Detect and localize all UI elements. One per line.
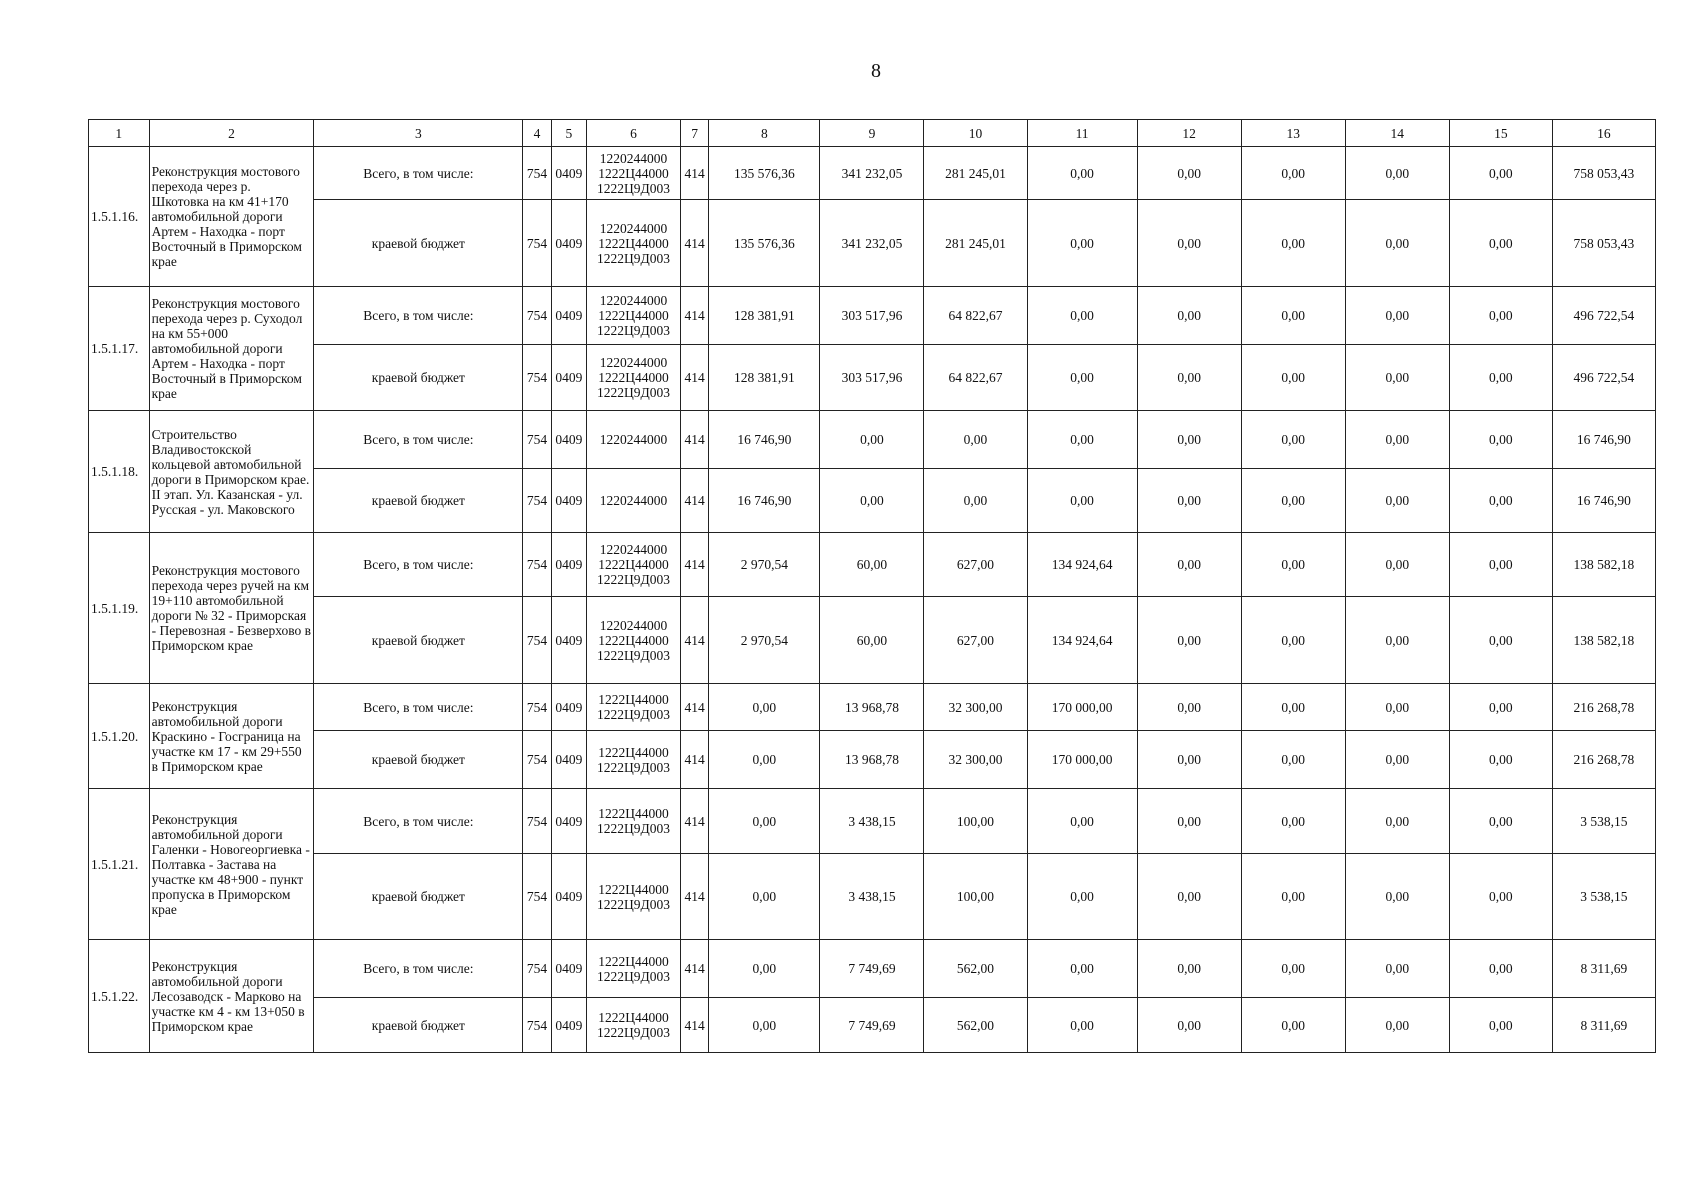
header-cell: 9 [820, 120, 924, 147]
value-col10: 281 245,01 [924, 147, 1027, 200]
value-col8: 0,00 [709, 731, 820, 789]
header-cell: 3 [314, 120, 523, 147]
value-col16: 16 746,90 [1552, 469, 1655, 533]
value-col12: 0,00 [1137, 287, 1241, 345]
value-col12: 0,00 [1137, 411, 1241, 469]
funding-source: краевой бюджет [314, 469, 523, 533]
value-col13: 0,00 [1241, 533, 1345, 597]
value-col9: 303 517,96 [820, 287, 924, 345]
header-cell: 12 [1137, 120, 1241, 147]
value-col15: 0,00 [1449, 469, 1552, 533]
value-col13: 0,00 [1241, 789, 1345, 854]
value-col11: 134 924,64 [1027, 533, 1137, 597]
value-col13: 0,00 [1241, 854, 1345, 940]
header-cell: 10 [924, 120, 1027, 147]
value-col10: 0,00 [924, 411, 1027, 469]
value-col12: 0,00 [1137, 789, 1241, 854]
code-col4: 754 [523, 345, 551, 411]
value-col13: 0,00 [1241, 940, 1345, 998]
code-col4: 754 [523, 533, 551, 597]
code-col7: 414 [681, 789, 709, 854]
table-row [89, 469, 1656, 533]
value-col10: 562,00 [924, 940, 1027, 998]
value-col16: 216 268,78 [1552, 684, 1655, 731]
code-col7: 414 [681, 411, 709, 469]
value-col13: 0,00 [1241, 345, 1345, 411]
value-col13: 0,00 [1241, 731, 1345, 789]
funding-source: краевой бюджет [314, 731, 523, 789]
code-col6: 1222Ц44000 1222Ц9Д003 [587, 854, 681, 940]
value-col11: 0,00 [1027, 147, 1137, 200]
value-col13: 0,00 [1241, 998, 1345, 1053]
header-cell: 11 [1027, 120, 1137, 147]
value-col15: 0,00 [1449, 597, 1552, 684]
code-col5: 0409 [551, 854, 586, 940]
value-col15: 0,00 [1449, 789, 1552, 854]
funding-source: Всего, в том числе: [314, 147, 523, 200]
value-col10: 32 300,00 [924, 731, 1027, 789]
funding-source: Всего, в том числе: [314, 789, 523, 854]
value-col16: 3 538,15 [1552, 854, 1655, 940]
value-col10: 627,00 [924, 533, 1027, 597]
code-col6: 1220244000 1222Ц44000 1222Ц9Д003 [587, 200, 681, 287]
value-col8: 135 576,36 [709, 200, 820, 287]
value-col11: 170 000,00 [1027, 731, 1137, 789]
value-col9: 303 517,96 [820, 345, 924, 411]
code-col4: 754 [523, 731, 551, 789]
funding-source: Всего, в том числе: [314, 287, 523, 345]
header-cell: 14 [1345, 120, 1449, 147]
row-name: Строительство Владивостокской кольцевой автомобильной дороги в Приморском крае. II этап. Ул. Казанская - ул. Русская - ул. Маковского [149, 411, 314, 533]
value-col12: 0,00 [1137, 597, 1241, 684]
code-col6: 1220244000 1222Ц44000 1222Ц9Д003 [587, 147, 681, 200]
value-col11: 0,00 [1027, 411, 1137, 469]
value-col16: 496 722,54 [1552, 345, 1655, 411]
table-row [89, 998, 1656, 1053]
value-col16: 16 746,90 [1552, 411, 1655, 469]
code-col4: 754 [523, 789, 551, 854]
table-row [89, 940, 1656, 998]
code-col7: 414 [681, 731, 709, 789]
code-col5: 0409 [551, 684, 586, 731]
value-col16: 138 582,18 [1552, 597, 1655, 684]
code-col5: 0409 [551, 287, 586, 345]
value-col12: 0,00 [1137, 200, 1241, 287]
value-col12: 0,00 [1137, 469, 1241, 533]
code-col6: 1220244000 [587, 411, 681, 469]
code-col4: 754 [523, 147, 551, 200]
funding-source: Всего, в том числе: [314, 940, 523, 998]
value-col16: 758 053,43 [1552, 200, 1655, 287]
row-name: Реконструкция мостового перехода через ручей на км 19+110 автомобильной дороги № 32 - Приморская - Перевозная - Безверхово в Приморском крае [149, 533, 314, 684]
value-col8: 2 970,54 [709, 597, 820, 684]
value-col12: 0,00 [1137, 533, 1241, 597]
row-number: 1.5.1.17. [89, 287, 150, 411]
value-col15: 0,00 [1449, 200, 1552, 287]
value-col14: 0,00 [1345, 854, 1449, 940]
code-col7: 414 [681, 147, 709, 200]
value-col8: 16 746,90 [709, 411, 820, 469]
code-col4: 754 [523, 200, 551, 287]
value-col10: 100,00 [924, 789, 1027, 854]
header-cell: 6 [587, 120, 681, 147]
funding-source: краевой бюджет [314, 597, 523, 684]
value-col14: 0,00 [1345, 469, 1449, 533]
value-col8: 0,00 [709, 940, 820, 998]
code-col7: 414 [681, 854, 709, 940]
value-col8: 0,00 [709, 789, 820, 854]
code-col7: 414 [681, 345, 709, 411]
budget-table [88, 119, 1656, 1053]
row-name: Реконструкция мостового перехода через р. Шкотовка на км 41+170 автомобильной дороги Артем - Находка - порт Восточный в Приморском крае [149, 147, 314, 287]
value-col8: 135 576,36 [709, 147, 820, 200]
value-col12: 0,00 [1137, 940, 1241, 998]
value-col8: 128 381,91 [709, 345, 820, 411]
value-col9: 60,00 [820, 533, 924, 597]
value-col11: 0,00 [1027, 998, 1137, 1053]
row-name: Реконструкция автомобильной дороги Галенки - Новогеоргиевка - Полтавка - Застава на участке км 48+900 - пункт пропуска в Приморском крае [149, 789, 314, 940]
funding-source: краевой бюджет [314, 200, 523, 287]
value-col10: 32 300,00 [924, 684, 1027, 731]
row-name: Реконструкция мостового перехода через р. Суходол на км 55+000 автомобильной дороги Артем - Находка - порт Восточный в Приморском крае [149, 287, 314, 411]
value-col10: 627,00 [924, 597, 1027, 684]
value-col11: 0,00 [1027, 940, 1137, 998]
value-col14: 0,00 [1345, 597, 1449, 684]
code-col4: 754 [523, 597, 551, 684]
row-number: 1.5.1.19. [89, 533, 150, 684]
funding-source: краевой бюджет [314, 998, 523, 1053]
row-name: Реконструкция автомобильной дороги Краскино - Госграница на участке км 17 - км 29+550 в Приморском крае [149, 684, 314, 789]
code-col4: 754 [523, 411, 551, 469]
table-row [89, 147, 1656, 200]
code-col6: 1220244000 1222Ц44000 1222Ц9Д003 [587, 287, 681, 345]
code-col6: 1222Ц44000 1222Ц9Д003 [587, 998, 681, 1053]
code-col6: 1220244000 1222Ц44000 1222Ц9Д003 [587, 597, 681, 684]
value-col13: 0,00 [1241, 287, 1345, 345]
value-col15: 0,00 [1449, 287, 1552, 345]
code-col7: 414 [681, 287, 709, 345]
row-name: Реконструкция автомобильной дороги Лесозаводск - Марково на участке км 4 - км 13+050 в Приморском крае [149, 940, 314, 1053]
code-col7: 414 [681, 998, 709, 1053]
header-cell: 5 [551, 120, 586, 147]
table-row [89, 533, 1656, 597]
code-col4: 754 [523, 940, 551, 998]
value-col11: 134 924,64 [1027, 597, 1137, 684]
code-col7: 414 [681, 469, 709, 533]
value-col11: 0,00 [1027, 200, 1137, 287]
table-row [89, 789, 1656, 854]
value-col11: 0,00 [1027, 287, 1137, 345]
value-col14: 0,00 [1345, 789, 1449, 854]
row-number: 1.5.1.16. [89, 147, 150, 287]
value-col16: 3 538,15 [1552, 789, 1655, 854]
header-cell: 1 [89, 120, 150, 147]
header-cell: 8 [709, 120, 820, 147]
code-col4: 754 [523, 998, 551, 1053]
code-col5: 0409 [551, 789, 586, 854]
table-row [89, 854, 1656, 940]
value-col9: 7 749,69 [820, 998, 924, 1053]
table-body [89, 147, 1656, 1053]
value-col9: 7 749,69 [820, 940, 924, 998]
code-col5: 0409 [551, 533, 586, 597]
code-col7: 414 [681, 200, 709, 287]
value-col9: 341 232,05 [820, 147, 924, 200]
value-col9: 13 968,78 [820, 731, 924, 789]
value-col10: 64 822,67 [924, 287, 1027, 345]
value-col15: 0,00 [1449, 731, 1552, 789]
code-col4: 754 [523, 287, 551, 345]
code-col4: 754 [523, 684, 551, 731]
value-col13: 0,00 [1241, 411, 1345, 469]
code-col6: 1222Ц44000 1222Ц9Д003 [587, 684, 681, 731]
value-col11: 0,00 [1027, 789, 1137, 854]
value-col10: 281 245,01 [924, 200, 1027, 287]
value-col11: 0,00 [1027, 345, 1137, 411]
value-col12: 0,00 [1137, 684, 1241, 731]
table-row [89, 411, 1656, 469]
value-col8: 128 381,91 [709, 287, 820, 345]
code-col7: 414 [681, 597, 709, 684]
code-col5: 0409 [551, 597, 586, 684]
value-col11: 0,00 [1027, 469, 1137, 533]
value-col16: 216 268,78 [1552, 731, 1655, 789]
value-col12: 0,00 [1137, 147, 1241, 200]
header-cell: 4 [523, 120, 551, 147]
code-col4: 754 [523, 854, 551, 940]
value-col16: 8 311,69 [1552, 998, 1655, 1053]
value-col16: 496 722,54 [1552, 287, 1655, 345]
value-col9: 3 438,15 [820, 789, 924, 854]
value-col9: 0,00 [820, 469, 924, 533]
funding-source: Всего, в том числе: [314, 684, 523, 731]
funding-source: краевой бюджет [314, 854, 523, 940]
value-col14: 0,00 [1345, 411, 1449, 469]
code-col6: 1222Ц44000 1222Ц9Д003 [587, 789, 681, 854]
value-col10: 100,00 [924, 854, 1027, 940]
funding-source: Всего, в том числе: [314, 533, 523, 597]
value-col9: 341 232,05 [820, 200, 924, 287]
value-col13: 0,00 [1241, 469, 1345, 533]
value-col8: 0,00 [709, 998, 820, 1053]
value-col9: 60,00 [820, 597, 924, 684]
value-col15: 0,00 [1449, 998, 1552, 1053]
header-cell: 15 [1449, 120, 1552, 147]
value-col10: 562,00 [924, 998, 1027, 1053]
value-col8: 16 746,90 [709, 469, 820, 533]
value-col12: 0,00 [1137, 998, 1241, 1053]
value-col11: 170 000,00 [1027, 684, 1137, 731]
value-col15: 0,00 [1449, 854, 1552, 940]
value-col14: 0,00 [1345, 533, 1449, 597]
row-number: 1.5.1.20. [89, 684, 150, 789]
value-col9: 3 438,15 [820, 854, 924, 940]
value-col14: 0,00 [1345, 287, 1449, 345]
value-col16: 758 053,43 [1552, 147, 1655, 200]
value-col11: 0,00 [1027, 854, 1137, 940]
value-col13: 0,00 [1241, 147, 1345, 200]
value-col14: 0,00 [1345, 731, 1449, 789]
code-col6: 1220244000 [587, 469, 681, 533]
code-col5: 0409 [551, 147, 586, 200]
value-col9: 13 968,78 [820, 684, 924, 731]
code-col7: 414 [681, 940, 709, 998]
value-col13: 0,00 [1241, 200, 1345, 287]
table-row [89, 200, 1656, 287]
code-col5: 0409 [551, 411, 586, 469]
value-col13: 0,00 [1241, 597, 1345, 684]
value-col14: 0,00 [1345, 200, 1449, 287]
code-col5: 0409 [551, 200, 586, 287]
value-col9: 0,00 [820, 411, 924, 469]
row-number: 1.5.1.22. [89, 940, 150, 1053]
table-row [89, 345, 1656, 411]
value-col14: 0,00 [1345, 345, 1449, 411]
value-col14: 0,00 [1345, 684, 1449, 731]
code-col6: 1222Ц44000 1222Ц9Д003 [587, 731, 681, 789]
value-col15: 0,00 [1449, 684, 1552, 731]
value-col16: 138 582,18 [1552, 533, 1655, 597]
page-number: 8 [871, 60, 881, 82]
code-col7: 414 [681, 684, 709, 731]
value-col15: 0,00 [1449, 411, 1552, 469]
code-col5: 0409 [551, 731, 586, 789]
header-cell: 16 [1552, 120, 1655, 147]
row-number: 1.5.1.21. [89, 789, 150, 940]
value-col14: 0,00 [1345, 998, 1449, 1053]
value-col8: 0,00 [709, 854, 820, 940]
code-col6: 1222Ц44000 1222Ц9Д003 [587, 940, 681, 998]
code-col6: 1220244000 1222Ц44000 1222Ц9Д003 [587, 533, 681, 597]
value-col15: 0,00 [1449, 533, 1552, 597]
code-col7: 414 [681, 533, 709, 597]
code-col5: 0409 [551, 998, 586, 1053]
header-row [89, 120, 1656, 147]
header-cell: 2 [149, 120, 314, 147]
value-col10: 0,00 [924, 469, 1027, 533]
value-col15: 0,00 [1449, 147, 1552, 200]
table-row [89, 731, 1656, 789]
value-col15: 0,00 [1449, 345, 1552, 411]
value-col13: 0,00 [1241, 684, 1345, 731]
table-row [89, 287, 1656, 345]
code-col5: 0409 [551, 345, 586, 411]
value-col14: 0,00 [1345, 940, 1449, 998]
value-col8: 0,00 [709, 684, 820, 731]
value-col16: 8 311,69 [1552, 940, 1655, 998]
code-col5: 0409 [551, 940, 586, 998]
value-col12: 0,00 [1137, 731, 1241, 789]
funding-source: краевой бюджет [314, 345, 523, 411]
code-col5: 0409 [551, 469, 586, 533]
code-col6: 1220244000 1222Ц44000 1222Ц9Д003 [587, 345, 681, 411]
table-row [89, 684, 1656, 731]
row-number: 1.5.1.18. [89, 411, 150, 533]
header-cell: 13 [1241, 120, 1345, 147]
value-col12: 0,00 [1137, 854, 1241, 940]
value-col12: 0,00 [1137, 345, 1241, 411]
value-col15: 0,00 [1449, 940, 1552, 998]
table-row [89, 597, 1656, 684]
value-col14: 0,00 [1345, 147, 1449, 200]
funding-source: Всего, в том числе: [314, 411, 523, 469]
value-col10: 64 822,67 [924, 345, 1027, 411]
value-col8: 2 970,54 [709, 533, 820, 597]
code-col4: 754 [523, 469, 551, 533]
header-cell: 7 [681, 120, 709, 147]
